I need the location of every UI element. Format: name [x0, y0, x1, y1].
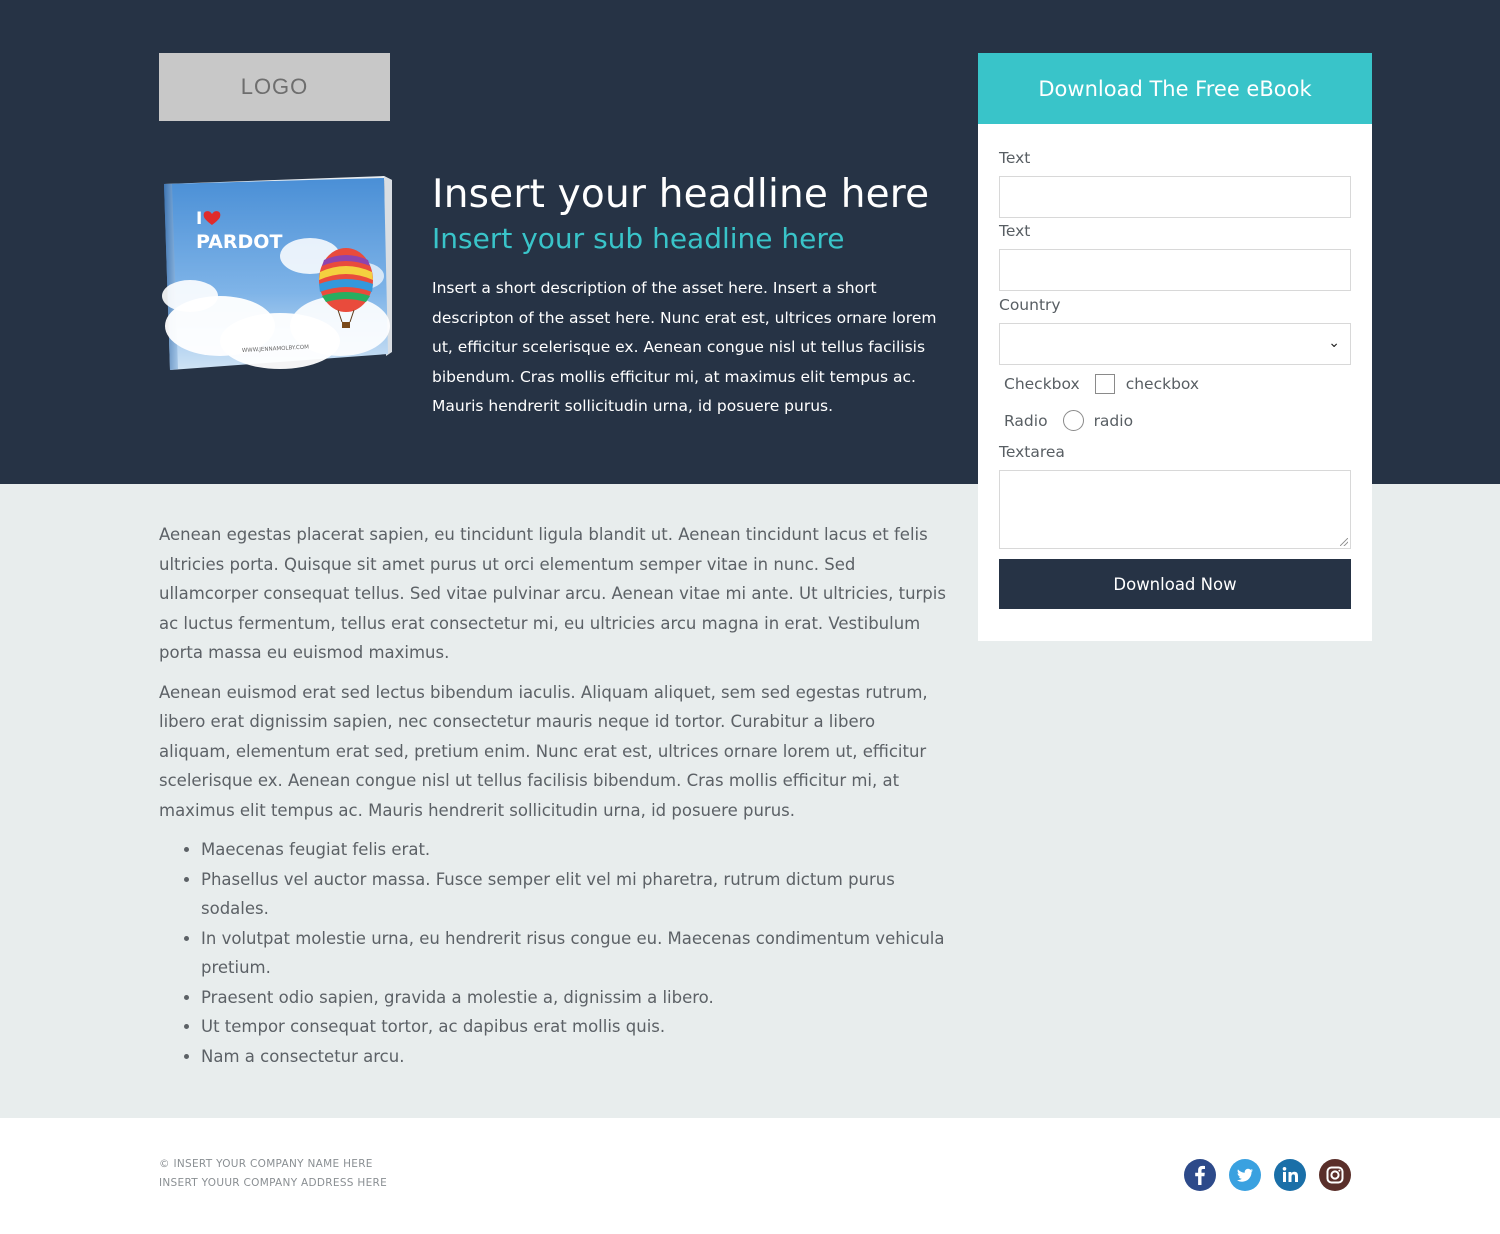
checkbox-option-label[interactable]: checkbox [1125, 375, 1200, 393]
logo-text: LOGO [240, 74, 309, 99]
body-paragraph-2: Aenean euismod erat sed lectus bibendum iaculis. Aliquam aliquet, sem sed egestas rutrum, libero erat dignissim sapien, nec consectetur mauris neque id tortor. Curabitur a libero aliquam, elementum erat sed, pretium enim. Nunc erat est, ultrices ornare lorem ut, efficitur scelerisque ex. Aenean congue nisl ut tellus facilisis bibendum. Cras mollis efficitur mi, at maximus elit tempus ac. Mauris hendrerit sollicitudin urna, id posuere purus. [159, 682, 928, 820]
list-item: • Nam a consectetur arcu. [201, 1042, 951, 1072]
download-now-button[interactable]: Download Now [999, 559, 1351, 609]
linkedin-icon[interactable] [1274, 1159, 1306, 1191]
radio-option-label[interactable]: radio [1093, 411, 1134, 430]
logo [159, 53, 390, 121]
list-item: • In volutpat molestie urna, eu hendrerit risus congue eu. Maecenas condimentum vehicula pretium. [201, 924, 951, 983]
checkbox-label: Checkbox [1004, 375, 1080, 393]
download-form [978, 53, 1372, 641]
twitter-icon[interactable] [1229, 1159, 1261, 1191]
radio-input[interactable] [1063, 410, 1084, 431]
hero-headline: Insert your headline here [432, 172, 930, 217]
list-item: • Praesent odio sapien, gravida a molestie a, dignissim a libero. [201, 983, 951, 1013]
text1-input[interactable] [999, 176, 1351, 218]
resize-grip-icon[interactable] [1340, 538, 1348, 546]
checkbox-row [1004, 374, 1199, 394]
list-item: • Phasellus vel auctor massa. Fusce semper elit vel mi pharetra, rutrum dictum purus sodales. [201, 865, 951, 924]
body-content [159, 520, 951, 1071]
cover-title: PARDOT [196, 231, 283, 253]
hero-description: Insert a short description of the asset here. Insert a short descripton of the asset here. Nunc erat est, ultrices ornare lorem ut, efficitur scelerisque ex. Aenean congue nisl ut tellus facilisis bibendum. Cras mollis efficitur mi, at maximus elit tempus ac. Mauris hendrerit sollicitudin urna, id posuere purus. [432, 279, 937, 415]
company-name: © INSERT YOUR COMPANY NAME HERE [159, 1158, 373, 1170]
ebook-cover-graphic [160, 176, 396, 372]
list-item: • Ut tempor consequat tortor, ac dapibus erat mollis quis. [201, 1012, 951, 1042]
text2-input[interactable] [999, 249, 1351, 291]
chevron-down-icon: ⌄ [1328, 335, 1340, 351]
checkbox-input[interactable] [1095, 374, 1115, 394]
country-select[interactable] [999, 323, 1351, 365]
body-paragraph-1: Aenean egestas placerat sapien, eu tincidunt ligula blandit ut. Aenean tincidunt lacus et felis ultricies porta. Quisque sit amet purus ut orci elementum semper vitae in nunc. Sed ullamcorper consequat tellus. Sed vitae pulvinar arcu. Aenean vitae mi ante. Ut ultricies, turpis ac luctus fermentum, tellus erat consectetur mi, eu ultricies arcu magna in erat. Vestibulum porta massa eu euismod maximus. [159, 525, 946, 662]
textarea-label: Textarea [999, 443, 1065, 461]
radio-label: Radio [1004, 411, 1048, 430]
hero-subheadline: Insert your sub headline here [432, 222, 845, 255]
list-item: • Maecenas feugiat felis erat. [201, 835, 951, 865]
textarea-input[interactable] [999, 470, 1351, 549]
country-label: Country [999, 296, 1061, 314]
instagram-icon[interactable] [1319, 1159, 1351, 1191]
company-address: INSERT YOUUR COMPANY ADDRESS HERE [159, 1177, 388, 1189]
form-header: Download The Free eBook [978, 53, 1372, 124]
text2-label: Text [999, 222, 1031, 240]
facebook-icon[interactable] [1184, 1159, 1216, 1191]
cover-line1: I [196, 209, 203, 229]
bullet-list [201, 835, 951, 1071]
cover-url: WWW.JENNAMOLBY.COM [241, 344, 310, 354]
radio-row [1004, 410, 1133, 431]
text1-label: Text [999, 149, 1031, 167]
ebook-cover-image [160, 176, 396, 372]
